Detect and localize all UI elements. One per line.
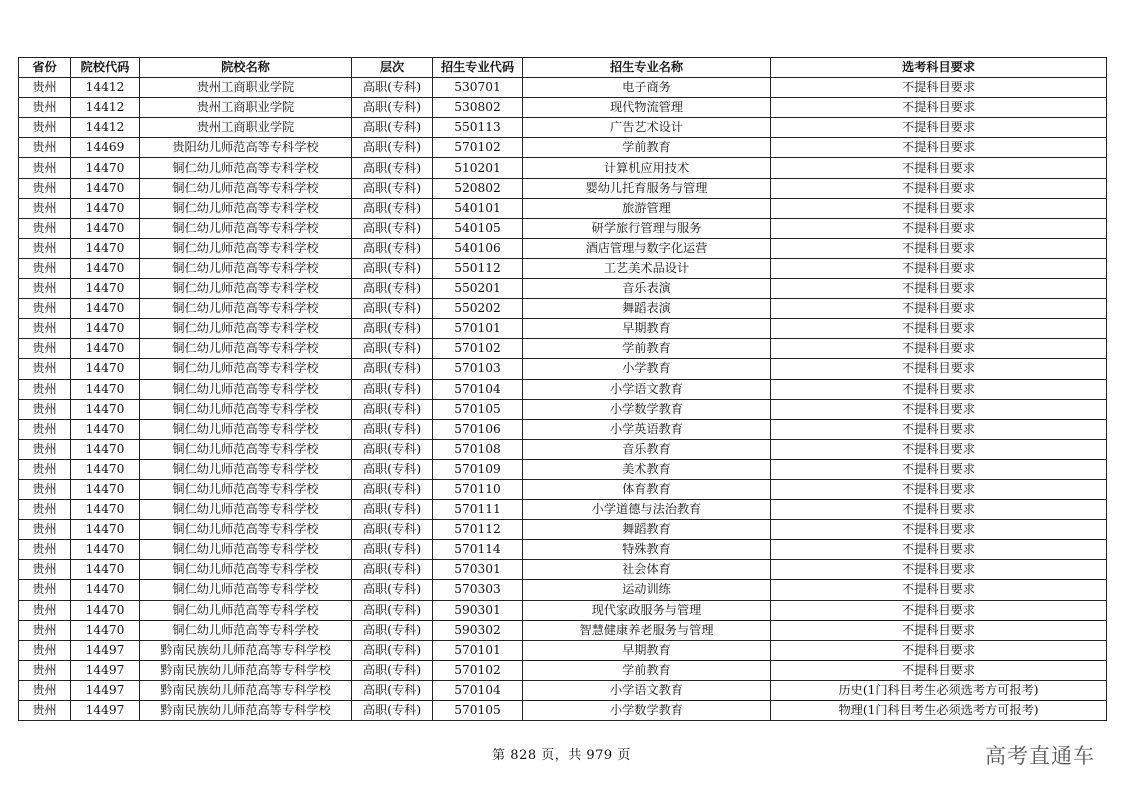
cell-school-code: 14497	[71, 640, 140, 660]
cell-province: 贵州	[19, 238, 71, 258]
cell-school-code: 14470	[71, 379, 140, 399]
table-row	[19, 660, 1107, 680]
cell-major-code: 530802	[433, 98, 523, 118]
page-number: 第 828 页，共 979 页	[492, 748, 631, 763]
cell-level: 高职(专科)	[352, 439, 433, 459]
cell-level: 高职(专科)	[352, 238, 433, 258]
column-header-province: 省份	[19, 58, 71, 78]
cell-school-code: 14470	[71, 178, 140, 198]
cell-level: 高职(专科)	[352, 520, 433, 540]
cell-level: 高职(专科)	[352, 178, 433, 198]
cell-school-code: 14412	[71, 98, 140, 118]
table-row	[19, 218, 1107, 238]
cell-subject-requirement: 不提科目要求	[771, 158, 1107, 178]
cell-subject-requirement: 不提科目要求	[771, 138, 1107, 158]
cell-subject-requirement: 不提科目要求	[771, 500, 1107, 520]
cell-province: 贵州	[19, 158, 71, 178]
cell-school-name: 铜仁幼儿师范高等专科学校	[140, 359, 352, 379]
cell-province: 贵州	[19, 560, 71, 580]
column-header-major-name: 招生专业名称	[523, 58, 771, 78]
cell-school-code: 14470	[71, 198, 140, 218]
cell-province: 贵州	[19, 580, 71, 600]
table-row	[19, 118, 1107, 138]
table-row	[19, 459, 1107, 479]
cell-province: 贵州	[19, 118, 71, 138]
cell-school-name: 贵州工商职业学院	[140, 98, 352, 118]
table-row	[19, 520, 1107, 540]
table-row	[19, 399, 1107, 419]
cell-level: 高职(专科)	[352, 319, 433, 339]
cell-school-code: 14470	[71, 339, 140, 359]
cell-level: 高职(专科)	[352, 279, 433, 299]
cell-major-name: 舞蹈表演	[523, 299, 771, 319]
cell-school-name: 铜仁幼儿师范高等专科学校	[140, 560, 352, 580]
table-row	[19, 339, 1107, 359]
cell-subject-requirement: 不提科目要求	[771, 399, 1107, 419]
cell-school-name: 铜仁幼儿师范高等专科学校	[140, 218, 352, 238]
cell-major-code: 550202	[433, 299, 523, 319]
cell-province: 贵州	[19, 279, 71, 299]
cell-province: 贵州	[19, 138, 71, 158]
cell-school-name: 铜仁幼儿师范高等专科学校	[140, 198, 352, 218]
cell-major-code: 570101	[433, 640, 523, 660]
cell-major-code: 570301	[433, 560, 523, 580]
cell-major-name: 广告艺术设计	[523, 118, 771, 138]
cell-school-name: 铜仁幼儿师范高等专科学校	[140, 500, 352, 520]
table-row	[19, 500, 1107, 520]
cell-level: 高职(专科)	[352, 98, 433, 118]
cell-subject-requirement: 历史(1门科目考生必须选考方可报考)	[771, 680, 1107, 700]
cell-school-name: 铜仁幼儿师范高等专科学校	[140, 419, 352, 439]
cell-province: 贵州	[19, 299, 71, 319]
cell-subject-requirement: 不提科目要求	[771, 339, 1107, 359]
cell-school-code: 14470	[71, 459, 140, 479]
cell-province: 贵州	[19, 540, 71, 560]
table-body	[19, 78, 1107, 721]
cell-major-code: 570109	[433, 459, 523, 479]
cell-province: 贵州	[19, 439, 71, 459]
cell-school-name: 铜仁幼儿师范高等专科学校	[140, 399, 352, 419]
cell-major-name: 音乐表演	[523, 279, 771, 299]
cell-province: 贵州	[19, 359, 71, 379]
cell-major-code: 570105	[433, 399, 523, 419]
cell-school-code: 14470	[71, 419, 140, 439]
table-row	[19, 238, 1107, 258]
cell-major-code: 570102	[433, 138, 523, 158]
table-row	[19, 279, 1107, 299]
cell-level: 高职(专科)	[352, 359, 433, 379]
cell-school-name: 铜仁幼儿师范高等专科学校	[140, 299, 352, 319]
cell-major-name: 工艺美术品设计	[523, 258, 771, 278]
cell-major-name: 现代物流管理	[523, 98, 771, 118]
table-row	[19, 419, 1107, 439]
cell-province: 贵州	[19, 198, 71, 218]
cell-school-code: 14469	[71, 138, 140, 158]
cell-school-code: 14470	[71, 359, 140, 379]
cell-province: 贵州	[19, 379, 71, 399]
cell-level: 高职(专科)	[352, 600, 433, 620]
cell-subject-requirement: 不提科目要求	[771, 600, 1107, 620]
cell-major-name: 美术教育	[523, 459, 771, 479]
cell-school-name: 铜仁幼儿师范高等专科学校	[140, 279, 352, 299]
cell-subject-requirement: 不提科目要求	[771, 459, 1107, 479]
cell-subject-requirement: 不提科目要求	[771, 78, 1107, 98]
table-row	[19, 479, 1107, 499]
cell-major-name: 早期教育	[523, 319, 771, 339]
cell-major-code: 540105	[433, 218, 523, 238]
cell-major-code: 570303	[433, 580, 523, 600]
cell-subject-requirement: 不提科目要求	[771, 359, 1107, 379]
table-row	[19, 701, 1107, 721]
cell-school-name: 黔南民族幼儿师范高等专科学校	[140, 701, 352, 721]
cell-province: 贵州	[19, 319, 71, 339]
cell-major-code: 570104	[433, 379, 523, 399]
cell-major-name: 小学语文教育	[523, 379, 771, 399]
cell-level: 高职(专科)	[352, 399, 433, 419]
cell-province: 贵州	[19, 500, 71, 520]
column-header-level: 层次	[352, 58, 433, 78]
cell-level: 高职(专科)	[352, 78, 433, 98]
cell-subject-requirement: 不提科目要求	[771, 620, 1107, 640]
cell-school-code: 14470	[71, 580, 140, 600]
cell-major-code: 570101	[433, 319, 523, 339]
table-row	[19, 78, 1107, 98]
cell-major-code: 570112	[433, 520, 523, 540]
cell-level: 高职(专科)	[352, 339, 433, 359]
cell-province: 贵州	[19, 98, 71, 118]
cell-major-code: 590302	[433, 620, 523, 640]
cell-major-code: 570110	[433, 479, 523, 499]
column-header-school-code: 院校代码	[71, 58, 140, 78]
cell-major-code: 520802	[433, 178, 523, 198]
table-header-row	[19, 58, 1107, 78]
cell-major-name: 音乐教育	[523, 439, 771, 459]
cell-school-code: 14470	[71, 560, 140, 580]
table-row	[19, 359, 1107, 379]
cell-school-code: 14470	[71, 540, 140, 560]
table-row	[19, 138, 1107, 158]
cell-school-code: 14412	[71, 118, 140, 138]
cell-major-name: 学前教育	[523, 138, 771, 158]
cell-major-name: 特殊教育	[523, 540, 771, 560]
cell-province: 贵州	[19, 680, 71, 700]
cell-subject-requirement: 不提科目要求	[771, 279, 1107, 299]
cell-school-name: 铜仁幼儿师范高等专科学校	[140, 620, 352, 640]
table-row	[19, 600, 1107, 620]
cell-school-name: 铜仁幼儿师范高等专科学校	[140, 178, 352, 198]
table-row	[19, 198, 1107, 218]
cell-major-name: 现代家政服务与管理	[523, 600, 771, 620]
cell-level: 高职(专科)	[352, 701, 433, 721]
cell-subject-requirement: 不提科目要求	[771, 299, 1107, 319]
cell-school-code: 14470	[71, 279, 140, 299]
cell-major-name: 学前教育	[523, 339, 771, 359]
cell-major-code: 570108	[433, 439, 523, 459]
cell-major-name: 小学数学教育	[523, 399, 771, 419]
cell-province: 贵州	[19, 399, 71, 419]
cell-subject-requirement: 不提科目要求	[771, 540, 1107, 560]
table-row	[19, 379, 1107, 399]
cell-major-code: 570103	[433, 359, 523, 379]
table-row	[19, 98, 1107, 118]
cell-major-name: 旅游管理	[523, 198, 771, 218]
cell-major-name: 体育教育	[523, 479, 771, 499]
cell-major-code: 540106	[433, 238, 523, 258]
cell-province: 贵州	[19, 640, 71, 660]
cell-major-name: 酒店管理与数字化运营	[523, 238, 771, 258]
cell-school-code: 14470	[71, 158, 140, 178]
cell-major-name: 电子商务	[523, 78, 771, 98]
column-header-major-code: 招生专业代码	[433, 58, 523, 78]
cell-school-name: 铜仁幼儿师范高等专科学校	[140, 339, 352, 359]
cell-school-name: 铜仁幼儿师范高等专科学校	[140, 580, 352, 600]
cell-major-name: 小学语文教育	[523, 680, 771, 700]
cell-subject-requirement: 不提科目要求	[771, 580, 1107, 600]
table-row	[19, 640, 1107, 660]
cell-major-code: 530701	[433, 78, 523, 98]
cell-school-name: 贵州工商职业学院	[140, 78, 352, 98]
cell-province: 贵州	[19, 218, 71, 238]
cell-level: 高职(专科)	[352, 660, 433, 680]
cell-major-name: 研学旅行管理与服务	[523, 218, 771, 238]
cell-school-code: 14470	[71, 520, 140, 540]
cell-subject-requirement: 不提科目要求	[771, 520, 1107, 540]
cell-major-code: 570104	[433, 680, 523, 700]
cell-major-code: 590301	[433, 600, 523, 620]
cell-level: 高职(专科)	[352, 218, 433, 238]
cell-level: 高职(专科)	[352, 540, 433, 560]
cell-school-code: 14470	[71, 500, 140, 520]
table-row	[19, 319, 1107, 339]
watermark: 高考直通车	[985, 744, 1095, 768]
cell-major-code: 550113	[433, 118, 523, 138]
cell-province: 贵州	[19, 620, 71, 640]
cell-subject-requirement: 不提科目要求	[771, 319, 1107, 339]
cell-level: 高职(专科)	[352, 419, 433, 439]
table-row	[19, 580, 1107, 600]
cell-school-code: 14470	[71, 399, 140, 419]
cell-subject-requirement: 物理(1门科目考生必须选考方可报考)	[771, 701, 1107, 721]
cell-major-name: 计算机应用技术	[523, 158, 771, 178]
cell-major-name: 舞蹈教育	[523, 520, 771, 540]
cell-school-code: 14470	[71, 218, 140, 238]
table-row	[19, 258, 1107, 278]
table-row	[19, 560, 1107, 580]
table-row	[19, 158, 1107, 178]
cell-school-name: 黔南民族幼儿师范高等专科学校	[140, 680, 352, 700]
cell-subject-requirement: 不提科目要求	[771, 479, 1107, 499]
cell-level: 高职(专科)	[352, 138, 433, 158]
column-header-school-name: 院校名称	[140, 58, 352, 78]
cell-school-name: 铜仁幼儿师范高等专科学校	[140, 238, 352, 258]
cell-school-name: 铜仁幼儿师范高等专科学校	[140, 479, 352, 499]
cell-province: 贵州	[19, 78, 71, 98]
cell-level: 高职(专科)	[352, 379, 433, 399]
table-row	[19, 178, 1107, 198]
cell-major-code: 570111	[433, 500, 523, 520]
cell-subject-requirement: 不提科目要求	[771, 439, 1107, 459]
cell-major-name: 智慧健康养老服务与管理	[523, 620, 771, 640]
cell-level: 高职(专科)	[352, 620, 433, 640]
cell-major-name: 早期教育	[523, 640, 771, 660]
cell-school-code: 14497	[71, 660, 140, 680]
cell-major-code: 550201	[433, 279, 523, 299]
cell-school-code: 14412	[71, 78, 140, 98]
cell-major-name: 学前教育	[523, 660, 771, 680]
cell-school-code: 14470	[71, 319, 140, 339]
cell-level: 高职(专科)	[352, 680, 433, 700]
admission-table-container	[18, 57, 1106, 721]
cell-school-code: 14470	[71, 258, 140, 278]
cell-school-name: 铜仁幼儿师范高等专科学校	[140, 319, 352, 339]
cell-level: 高职(专科)	[352, 198, 433, 218]
cell-school-code: 14470	[71, 479, 140, 499]
cell-subject-requirement: 不提科目要求	[771, 198, 1107, 218]
cell-school-name: 铜仁幼儿师范高等专科学校	[140, 520, 352, 540]
cell-subject-requirement: 不提科目要求	[771, 419, 1107, 439]
cell-major-name: 婴幼儿托育服务与管理	[523, 178, 771, 198]
cell-school-name: 贵州工商职业学院	[140, 118, 352, 138]
cell-major-code: 550112	[433, 258, 523, 278]
cell-major-name: 小学英语教育	[523, 419, 771, 439]
cell-subject-requirement: 不提科目要求	[771, 98, 1107, 118]
cell-school-code: 14470	[71, 299, 140, 319]
table-row	[19, 299, 1107, 319]
cell-school-code: 14497	[71, 701, 140, 721]
cell-major-name: 小学教育	[523, 359, 771, 379]
cell-major-name: 社会体育	[523, 560, 771, 580]
table-row	[19, 680, 1107, 700]
cell-subject-requirement: 不提科目要求	[771, 238, 1107, 258]
cell-subject-requirement: 不提科目要求	[771, 178, 1107, 198]
cell-major-code: 570102	[433, 660, 523, 680]
cell-subject-requirement: 不提科目要求	[771, 560, 1107, 580]
table-row	[19, 620, 1107, 640]
cell-level: 高职(专科)	[352, 459, 433, 479]
cell-school-name: 铜仁幼儿师范高等专科学校	[140, 600, 352, 620]
cell-school-code: 14470	[71, 238, 140, 258]
cell-subject-requirement: 不提科目要求	[771, 218, 1107, 238]
cell-province: 贵州	[19, 660, 71, 680]
cell-province: 贵州	[19, 419, 71, 439]
cell-school-code: 14470	[71, 439, 140, 459]
cell-subject-requirement: 不提科目要求	[771, 258, 1107, 278]
cell-level: 高职(专科)	[352, 580, 433, 600]
cell-major-code: 570106	[433, 419, 523, 439]
cell-school-code: 14470	[71, 620, 140, 640]
cell-level: 高职(专科)	[352, 118, 433, 138]
cell-school-code: 14497	[71, 680, 140, 700]
cell-province: 贵州	[19, 459, 71, 479]
cell-province: 贵州	[19, 520, 71, 540]
cell-major-name: 小学数学教育	[523, 701, 771, 721]
cell-school-name: 铜仁幼儿师范高等专科学校	[140, 379, 352, 399]
cell-level: 高职(专科)	[352, 258, 433, 278]
cell-major-code: 540101	[433, 198, 523, 218]
cell-school-name: 黔南民族幼儿师范高等专科学校	[140, 640, 352, 660]
cell-province: 贵州	[19, 339, 71, 359]
cell-level: 高职(专科)	[352, 560, 433, 580]
cell-subject-requirement: 不提科目要求	[771, 640, 1107, 660]
cell-school-name: 铜仁幼儿师范高等专科学校	[140, 540, 352, 560]
cell-major-code: 570102	[433, 339, 523, 359]
cell-subject-requirement: 不提科目要求	[771, 118, 1107, 138]
cell-school-name: 贵阳幼儿师范高等专科学校	[140, 138, 352, 158]
cell-level: 高职(专科)	[352, 500, 433, 520]
cell-school-name: 铜仁幼儿师范高等专科学校	[140, 459, 352, 479]
cell-school-code: 14470	[71, 600, 140, 620]
admission-table	[18, 57, 1107, 721]
cell-school-name: 铜仁幼儿师范高等专科学校	[140, 258, 352, 278]
cell-province: 贵州	[19, 178, 71, 198]
cell-level: 高职(专科)	[352, 479, 433, 499]
table-row	[19, 540, 1107, 560]
cell-province: 贵州	[19, 701, 71, 721]
cell-school-name: 黔南民族幼儿师范高等专科学校	[140, 660, 352, 680]
table-row	[19, 439, 1107, 459]
cell-subject-requirement: 不提科目要求	[771, 660, 1107, 680]
cell-major-name: 小学道德与法治教育	[523, 500, 771, 520]
cell-province: 贵州	[19, 600, 71, 620]
cell-level: 高职(专科)	[352, 299, 433, 319]
cell-province: 贵州	[19, 479, 71, 499]
cell-major-code: 510201	[433, 158, 523, 178]
cell-school-name: 铜仁幼儿师范高等专科学校	[140, 158, 352, 178]
cell-level: 高职(专科)	[352, 158, 433, 178]
cell-major-code: 570105	[433, 701, 523, 721]
cell-subject-requirement: 不提科目要求	[771, 379, 1107, 399]
cell-major-name: 运动训练	[523, 580, 771, 600]
cell-level: 高职(专科)	[352, 640, 433, 660]
cell-school-name: 铜仁幼儿师范高等专科学校	[140, 439, 352, 459]
cell-major-code: 570114	[433, 540, 523, 560]
column-header-subject-requirement: 选考科目要求	[771, 58, 1107, 78]
cell-province: 贵州	[19, 258, 71, 278]
